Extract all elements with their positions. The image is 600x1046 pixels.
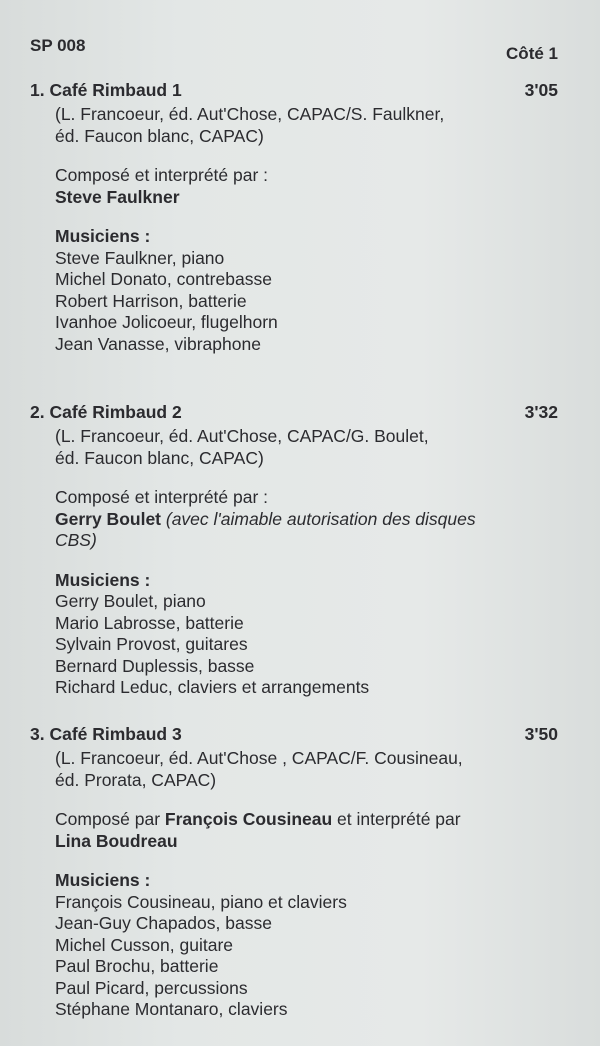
musician-item: Michel Donato, contrebasse bbox=[55, 269, 272, 289]
track-header bbox=[30, 402, 558, 426]
performer-note: (avec l'aimable autorisation des disques bbox=[161, 508, 476, 529]
track-duration: 3'50 bbox=[524, 724, 558, 744]
musician-item: Jean Vanasse, vibraphone bbox=[55, 333, 261, 354]
musician-item: Jean-Guy Chapados, basse bbox=[55, 913, 272, 933]
credit-line: (L. Francoeur, éd. Aut'Chose , CAPAC/F. Cousineau, bbox=[55, 748, 463, 768]
credit-line: éd. Faucon blanc, CAPAC) bbox=[55, 447, 264, 468]
composer-name: François Cousineau bbox=[164, 809, 333, 829]
composed-line bbox=[55, 809, 558, 831]
sleeve-header bbox=[30, 36, 558, 66]
credit-line: éd. Prorata, CAPAC) bbox=[55, 769, 217, 790]
musician-item: Ivanhoe Jolicoeur, flugelhorn bbox=[55, 312, 278, 332]
track-2 bbox=[30, 402, 558, 699]
musician-item: François Cousineau, piano et claviers bbox=[55, 891, 347, 912]
musician-item: Robert Harrison, batterie bbox=[55, 290, 247, 311]
musician-item: Paul Picard, percussions bbox=[55, 977, 248, 998]
performer-name: Steve Faulkner bbox=[55, 186, 180, 207]
credit-line: éd. Faucon blanc, CAPAC) bbox=[55, 125, 264, 146]
performer-name: Gerry Boulet bbox=[55, 508, 161, 529]
composed-label: Composé et interprété par : bbox=[55, 487, 269, 507]
track-title: 1. Café Rimbaud 1 bbox=[30, 80, 182, 100]
composed-suffix: et interprété par bbox=[332, 809, 461, 829]
track-header bbox=[30, 724, 558, 748]
musician-item: Stéphane Montanaro, claviers bbox=[55, 999, 288, 1019]
track-header bbox=[30, 80, 558, 104]
track-duration: 3'32 bbox=[524, 402, 558, 422]
track-body bbox=[55, 104, 558, 355]
performer-note: CBS) bbox=[55, 530, 97, 550]
performer-line bbox=[55, 509, 558, 531]
musicians-heading: Musiciens : bbox=[55, 569, 151, 590]
musician-item: Richard Leduc, claviers et arrangements bbox=[55, 677, 370, 697]
musician-item: Bernard Duplessis, basse bbox=[55, 655, 255, 676]
track-duration: 3'05 bbox=[524, 80, 558, 100]
musician-item: Michel Cusson, guitare bbox=[55, 934, 233, 955]
composed-label: Composé et interprété par : bbox=[55, 165, 269, 185]
credit-line: (L. Francoeur, éd. Aut'Chose, CAPAC/G. Boulet, bbox=[55, 426, 429, 446]
musicians-heading: Musiciens : bbox=[55, 870, 151, 890]
side-label: Côté 1 bbox=[506, 44, 558, 63]
track-3 bbox=[30, 724, 558, 1021]
musician-item: Mario Labrosse, batterie bbox=[55, 612, 244, 633]
track-title: 2. Café Rimbaud 2 bbox=[30, 402, 182, 422]
credit-line: (L. Francoeur, éd. Aut'Chose, CAPAC/S. Faulkner, bbox=[55, 104, 445, 124]
track-1 bbox=[30, 80, 558, 355]
composed-prefix: Composé par bbox=[55, 809, 165, 829]
track-body bbox=[55, 426, 558, 699]
musician-item: Sylvain Provost, guitares bbox=[55, 634, 248, 654]
catalog-number: SP 008 bbox=[30, 36, 86, 55]
track-body bbox=[55, 748, 558, 1021]
musicians-heading: Musiciens : bbox=[55, 226, 151, 246]
musician-item: Steve Faulkner, piano bbox=[55, 247, 225, 268]
track-title: 3. Café Rimbaud 3 bbox=[30, 724, 182, 744]
performer-name: Lina Boudreau bbox=[55, 830, 178, 851]
musician-item: Paul Brochu, batterie bbox=[55, 956, 219, 976]
musician-item: Gerry Boulet, piano bbox=[55, 591, 206, 611]
